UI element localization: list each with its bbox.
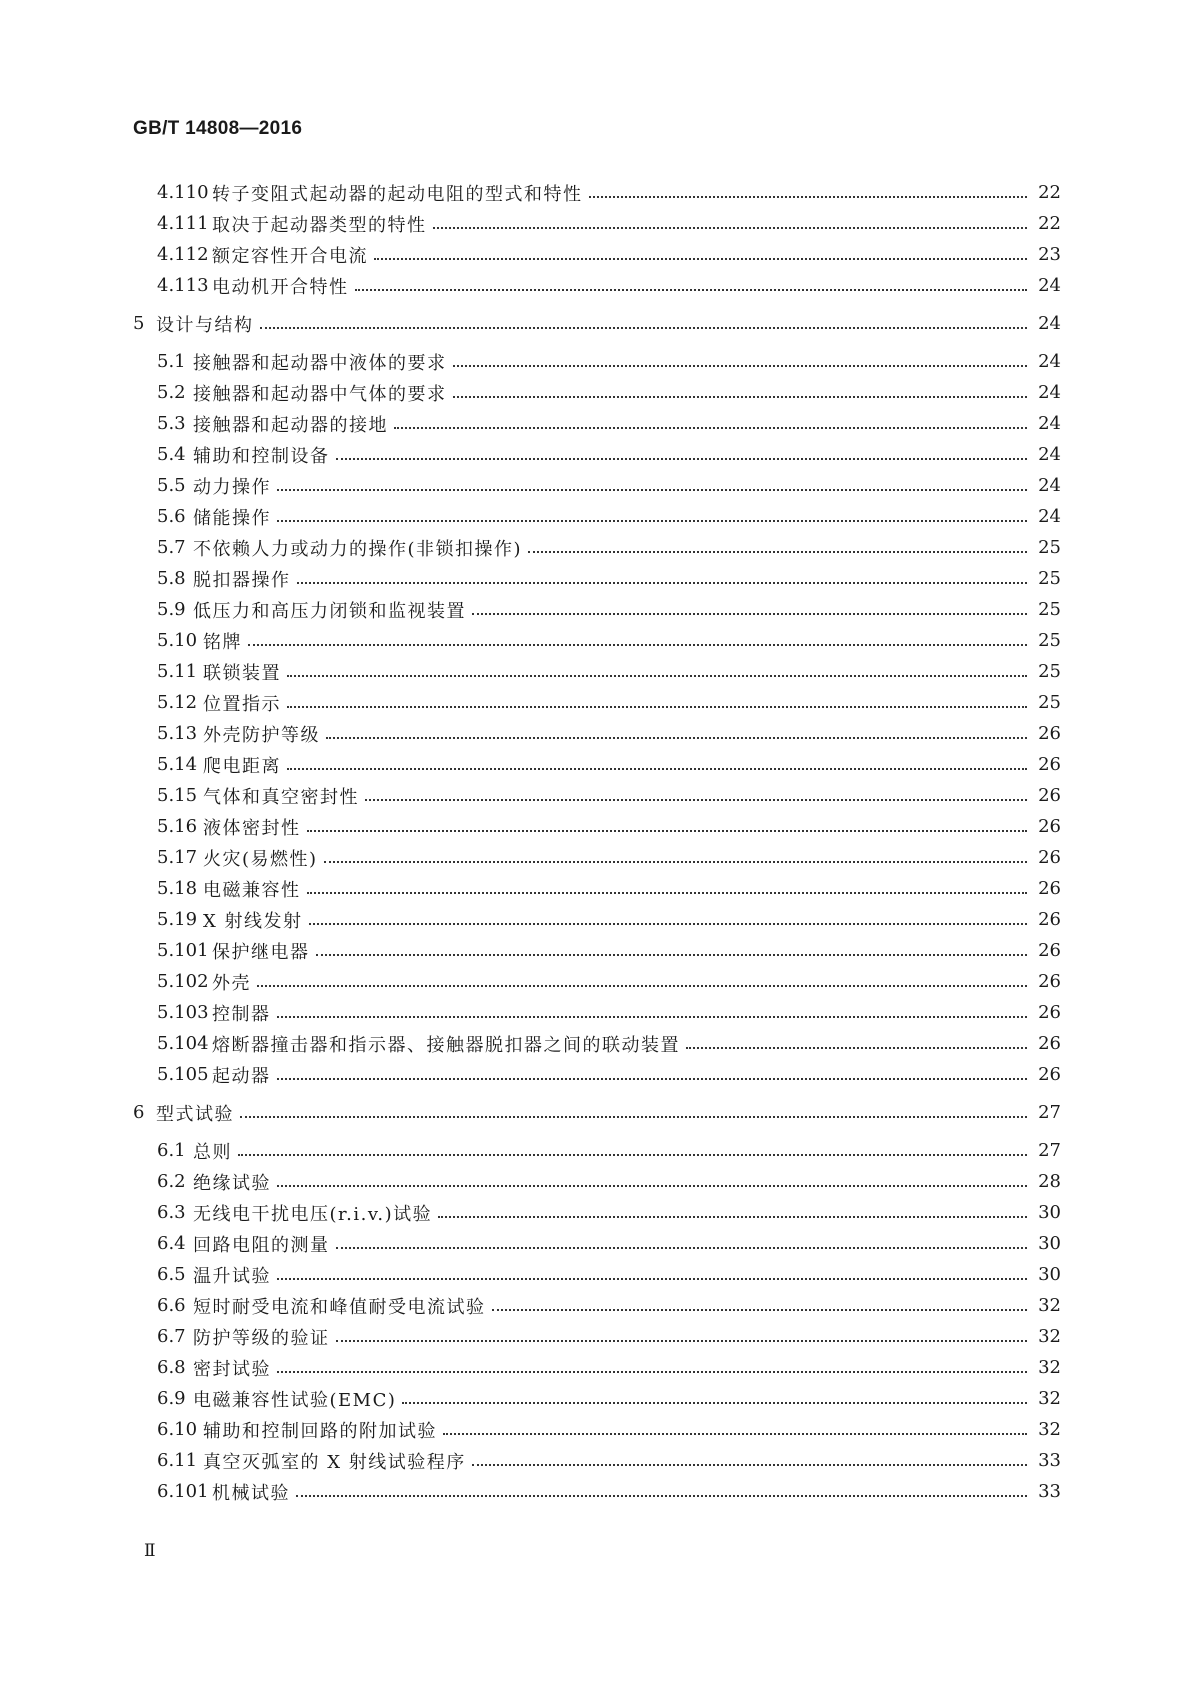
toc-leader-dots xyxy=(296,1495,1027,1497)
toc-entry-title: 温升试验 xyxy=(193,1265,271,1287)
toc-leader-dots xyxy=(277,1278,1027,1280)
toc-entry-page: 25 xyxy=(1038,568,1061,589)
toc-entry[interactable] xyxy=(0,1321,1191,1352)
toc-entry-number: 5.104 xyxy=(157,1033,209,1054)
toc-leader-dots xyxy=(589,196,1028,198)
toc-entry-number: 6.9 xyxy=(157,1388,186,1409)
toc-entry[interactable] xyxy=(0,470,1191,501)
toc-entry-number: 5.105 xyxy=(157,1064,209,1085)
toc-entry-number: 5.17 xyxy=(157,847,198,868)
toc-entry-number: 4.111 xyxy=(157,213,209,234)
toc-entry-page: 24 xyxy=(1038,313,1061,334)
toc-entry[interactable] xyxy=(0,935,1191,966)
toc-entry-title: 密封试验 xyxy=(193,1358,271,1380)
toc-entry-number: 6.4 xyxy=(157,1233,186,1254)
toc-entry-page: 26 xyxy=(1038,723,1061,744)
toc-entry-number: 6.101 xyxy=(157,1481,209,1502)
toc-entry[interactable] xyxy=(0,1059,1191,1090)
toc-entry-title: 接触器和起动器中气体的要求 xyxy=(193,383,447,405)
toc-entry-title: 控制器 xyxy=(212,1003,271,1025)
toc-entry[interactable] xyxy=(0,842,1191,873)
toc-entry-number: 6.8 xyxy=(157,1357,186,1378)
toc-leader-dots xyxy=(238,1154,1027,1156)
toc-entry[interactable] xyxy=(0,408,1191,439)
toc-entry-number: 5.6 xyxy=(157,506,186,527)
toc-entry[interactable] xyxy=(0,1476,1191,1507)
toc-leader-dots xyxy=(287,768,1027,770)
toc-leader-dots xyxy=(433,227,1028,229)
toc-entry-title: 储能操作 xyxy=(193,507,271,529)
toc-entry-title: 防护等级的验证 xyxy=(193,1327,330,1349)
toc-entry-page: 26 xyxy=(1038,909,1061,930)
toc-entry-number: 4.112 xyxy=(157,244,209,265)
toc-entry-page: 32 xyxy=(1038,1326,1061,1347)
toc-entry-page: 26 xyxy=(1038,785,1061,806)
toc-entry[interactable] xyxy=(0,1166,1191,1197)
standard-code: GB/T 14808—2016 xyxy=(133,118,303,139)
toc-entry-title: 设计与结构 xyxy=(156,314,254,336)
toc-leader-dots xyxy=(492,1309,1028,1311)
toc-entry[interactable] xyxy=(0,1290,1191,1321)
toc-entry-title: 外壳防护等级 xyxy=(203,724,320,746)
toc-entry-number: 5 xyxy=(133,313,145,334)
toc-entry-page: 26 xyxy=(1038,1002,1061,1023)
toc-entry-title: 电动机开合特性 xyxy=(212,276,349,298)
toc-entry-title: 真空灭弧室的 X 射线试验程序 xyxy=(203,1451,466,1473)
toc-entry[interactable] xyxy=(0,270,1191,301)
toc-entry-page: 26 xyxy=(1038,816,1061,837)
toc-entry-page: 33 xyxy=(1038,1481,1061,1502)
toc-entry-number: 6.3 xyxy=(157,1202,186,1223)
toc-entry-title: 火灾(易燃性) xyxy=(203,848,318,870)
toc-entry[interactable] xyxy=(0,966,1191,997)
toc-entry[interactable] xyxy=(0,177,1191,208)
toc-entry-number: 5.7 xyxy=(157,537,186,558)
toc-entry-number: 5.9 xyxy=(157,599,186,620)
toc-entry-page: 27 xyxy=(1038,1102,1061,1123)
toc-entry[interactable] xyxy=(0,501,1191,532)
toc-entry-number: 6.2 xyxy=(157,1171,186,1192)
toc-entry-page: 25 xyxy=(1038,599,1061,620)
toc-entry-page: 32 xyxy=(1038,1419,1061,1440)
toc-entry-page: 32 xyxy=(1038,1388,1061,1409)
toc-entry-number: 5.12 xyxy=(157,692,198,713)
toc-entry[interactable] xyxy=(0,625,1191,656)
toc-leader-dots xyxy=(326,737,1027,739)
toc-entry-number: 6.11 xyxy=(157,1450,198,1471)
toc-entry[interactable] xyxy=(0,997,1191,1028)
toc-entry-page: 25 xyxy=(1038,537,1061,558)
toc-entry[interactable] xyxy=(0,439,1191,470)
toc-entry-page: 26 xyxy=(1038,1064,1061,1085)
toc-entry[interactable] xyxy=(0,1135,1191,1166)
toc-entry[interactable] xyxy=(0,377,1191,408)
toc-entry-number: 6.10 xyxy=(157,1419,198,1440)
toc-entry-page: 26 xyxy=(1038,971,1061,992)
toc-entry[interactable] xyxy=(0,1028,1191,1059)
toc-leader-dots xyxy=(307,892,1028,894)
toc-leader-dots xyxy=(443,1433,1027,1435)
page-folio: Ⅱ xyxy=(144,1541,156,1560)
toc-entry-page: 30 xyxy=(1038,1202,1061,1223)
toc-entry-title: 回路电阻的测量 xyxy=(193,1234,330,1256)
toc-entry-title: 总则 xyxy=(193,1141,232,1163)
toc-entry[interactable] xyxy=(0,873,1191,904)
toc-entry-title: 低压力和高压力闭锁和监视装置 xyxy=(193,600,466,622)
toc-leader-dots xyxy=(240,1116,1027,1118)
toc-entry-title: 短时耐受电流和峰值耐受电流试验 xyxy=(193,1296,486,1318)
table-of-contents xyxy=(0,177,1191,1507)
toc-entry-number: 5.4 xyxy=(157,444,186,465)
toc-entry-number: 6.5 xyxy=(157,1264,186,1285)
toc-entry-page: 30 xyxy=(1038,1264,1061,1285)
toc-leader-dots xyxy=(365,799,1027,801)
toc-entry[interactable] xyxy=(0,346,1191,377)
toc-leader-dots xyxy=(453,365,1028,367)
toc-entry-number: 5.1 xyxy=(157,351,186,372)
toc-leader-dots xyxy=(686,1047,1027,1049)
toc-leader-dots xyxy=(336,458,1028,460)
toc-entry[interactable] xyxy=(0,1383,1191,1414)
toc-leader-dots xyxy=(277,520,1027,522)
toc-entry-page: 24 xyxy=(1038,351,1061,372)
toc-entry[interactable] xyxy=(0,1259,1191,1290)
toc-entry-page: 22 xyxy=(1038,213,1061,234)
toc-entry-title: 铭牌 xyxy=(203,631,242,653)
toc-entry-title: 机械试验 xyxy=(212,1482,290,1504)
toc-entry-number: 6 xyxy=(133,1102,145,1123)
toc-entry-page: 24 xyxy=(1038,382,1061,403)
toc-entry[interactable] xyxy=(0,687,1191,718)
toc-entry-number: 5.13 xyxy=(157,723,198,744)
toc-entry[interactable] xyxy=(0,208,1191,239)
toc-entry-number: 6.7 xyxy=(157,1326,186,1347)
toc-entry-page: 25 xyxy=(1038,630,1061,651)
toc-leader-dots xyxy=(374,258,1027,260)
toc-entry-title: 接触器和起动器中液体的要求 xyxy=(193,352,447,374)
toc-entry-number: 5.101 xyxy=(157,940,209,961)
toc-entry-page: 33 xyxy=(1038,1450,1061,1471)
toc-entry[interactable] xyxy=(0,1197,1191,1228)
toc-leader-dots xyxy=(394,427,1027,429)
toc-entry[interactable] xyxy=(0,718,1191,749)
toc-entry[interactable] xyxy=(0,239,1191,270)
toc-leader-dots xyxy=(260,327,1028,329)
toc-entry-title: 液体密封性 xyxy=(203,817,301,839)
toc-entry-number: 5.10 xyxy=(157,630,198,651)
toc-entry-title: 起动器 xyxy=(212,1065,271,1087)
toc-entry-title: 额定容性开合电流 xyxy=(212,245,368,267)
toc-leader-dots xyxy=(277,1016,1028,1018)
toc-leader-dots xyxy=(277,1185,1027,1187)
toc-entry-title: 联锁装置 xyxy=(203,662,281,684)
toc-entry-title: 气体和真空密封性 xyxy=(203,786,359,808)
toc-leader-dots xyxy=(277,1078,1028,1080)
toc-entry-number: 5.8 xyxy=(157,568,186,589)
toc-entry-page: 25 xyxy=(1038,692,1061,713)
toc-entry-page: 25 xyxy=(1038,661,1061,682)
toc-leader-dots xyxy=(287,675,1027,677)
toc-entry-number: 5.11 xyxy=(157,661,198,682)
toc-entry-title: X 射线发射 xyxy=(203,910,303,932)
toc-leader-dots xyxy=(307,830,1028,832)
toc-entry-title: 转子变阻式起动器的起动电阻的型式和特性 xyxy=(212,183,583,205)
toc-entry-page: 23 xyxy=(1038,244,1061,265)
toc-entry-number: 6.1 xyxy=(157,1140,186,1161)
toc-entry-number: 5.102 xyxy=(157,971,209,992)
toc-entry-title: 保护继电器 xyxy=(212,941,310,963)
toc-entry-page: 26 xyxy=(1038,847,1061,868)
toc-entry-title: 外壳 xyxy=(212,972,251,994)
toc-entry[interactable] xyxy=(0,1228,1191,1259)
toc-entry-title: 爬电距离 xyxy=(203,755,281,777)
toc-entry[interactable] xyxy=(0,904,1191,935)
toc-entry-page: 30 xyxy=(1038,1233,1061,1254)
toc-leader-dots xyxy=(453,396,1028,398)
toc-entry-page: 24 xyxy=(1038,475,1061,496)
toc-entry-page: 32 xyxy=(1038,1295,1061,1316)
toc-entry-title: 熔断器撞击器和指示器、接触器脱扣器之间的联动装置 xyxy=(212,1034,680,1056)
toc-entry-page: 24 xyxy=(1038,413,1061,434)
toc-leader-dots xyxy=(297,582,1028,584)
toc-entry[interactable] xyxy=(0,1097,1191,1128)
toc-entry-number: 5.15 xyxy=(157,785,198,806)
toc-entry-number: 5.16 xyxy=(157,816,198,837)
toc-entry-page: 24 xyxy=(1038,506,1061,527)
toc-entry[interactable] xyxy=(0,594,1191,625)
toc-leader-dots xyxy=(316,954,1028,956)
toc-entry-number: 5.3 xyxy=(157,413,186,434)
toc-entry-title: 位置指示 xyxy=(203,693,281,715)
toc-leader-dots xyxy=(277,1371,1027,1373)
toc-leader-dots xyxy=(336,1247,1028,1249)
toc-entry[interactable] xyxy=(0,780,1191,811)
toc-entry-page: 26 xyxy=(1038,754,1061,775)
toc-entry-title: 电磁兼容性 xyxy=(203,879,301,901)
toc-entry-number: 5.18 xyxy=(157,878,198,899)
toc-leader-dots xyxy=(472,1464,1027,1466)
toc-entry[interactable] xyxy=(0,1445,1191,1476)
toc-entry[interactable] xyxy=(0,656,1191,687)
toc-entry-number: 5.14 xyxy=(157,754,198,775)
toc-leader-dots xyxy=(528,551,1027,553)
toc-entry-title: 不依赖人力或动力的操作(非锁扣操作) xyxy=(193,538,523,560)
toc-leader-dots xyxy=(248,644,1027,646)
toc-entry[interactable] xyxy=(0,532,1191,563)
toc-entry-title: 型式试验 xyxy=(156,1103,234,1125)
toc-entry[interactable] xyxy=(0,811,1191,842)
toc-entry[interactable] xyxy=(0,563,1191,594)
toc-entry-title: 辅助和控制回路的附加试验 xyxy=(203,1420,437,1442)
toc-entry-page: 26 xyxy=(1038,940,1061,961)
toc-entry[interactable] xyxy=(0,308,1191,339)
toc-entry-number: 5.19 xyxy=(157,909,198,930)
toc-leader-dots xyxy=(324,861,1027,863)
toc-entry-page: 26 xyxy=(1038,878,1061,899)
toc-entry-page: 27 xyxy=(1038,1140,1061,1161)
toc-entry-number: 4.113 xyxy=(157,275,209,296)
toc-entry-page: 22 xyxy=(1038,182,1061,203)
toc-entry-title: 电磁兼容性试验(EMC) xyxy=(193,1389,397,1411)
toc-entry-page: 28 xyxy=(1038,1171,1061,1192)
toc-leader-dots xyxy=(257,985,1027,987)
toc-entry-title: 脱扣器操作 xyxy=(193,569,291,591)
toc-entry-page: 24 xyxy=(1038,444,1061,465)
toc-entry-number: 5.2 xyxy=(157,382,186,403)
toc-leader-dots xyxy=(287,706,1027,708)
toc-entry-title: 接触器和起动器的接地 xyxy=(193,414,388,436)
toc-leader-dots xyxy=(336,1340,1028,1342)
toc-leader-dots xyxy=(438,1216,1027,1218)
toc-entry-number: 4.110 xyxy=(157,182,209,203)
toc-entry-page: 26 xyxy=(1038,1033,1061,1054)
toc-entry-number: 5.5 xyxy=(157,475,186,496)
toc-entry-title: 动力操作 xyxy=(193,476,271,498)
toc-entry-number: 6.6 xyxy=(157,1295,186,1316)
toc-entry-title: 取决于起动器类型的特性 xyxy=(212,214,427,236)
toc-leader-dots xyxy=(355,289,1028,291)
toc-entry-title: 绝缘试验 xyxy=(193,1172,271,1194)
toc-entry-page: 32 xyxy=(1038,1357,1061,1378)
toc-entry-title: 辅助和控制设备 xyxy=(193,445,330,467)
toc-entry-number: 5.103 xyxy=(157,1002,209,1023)
toc-leader-dots xyxy=(277,489,1027,491)
toc-entry[interactable] xyxy=(0,749,1191,780)
toc-leader-dots xyxy=(402,1402,1027,1404)
toc-entry[interactable] xyxy=(0,1414,1191,1445)
toc-entry-page: 24 xyxy=(1038,275,1061,296)
toc-entry[interactable] xyxy=(0,1352,1191,1383)
toc-entry-title: 无线电干扰电压(r.i.v.)试验 xyxy=(193,1203,433,1225)
toc-leader-dots xyxy=(309,923,1027,925)
toc-leader-dots xyxy=(472,613,1027,615)
